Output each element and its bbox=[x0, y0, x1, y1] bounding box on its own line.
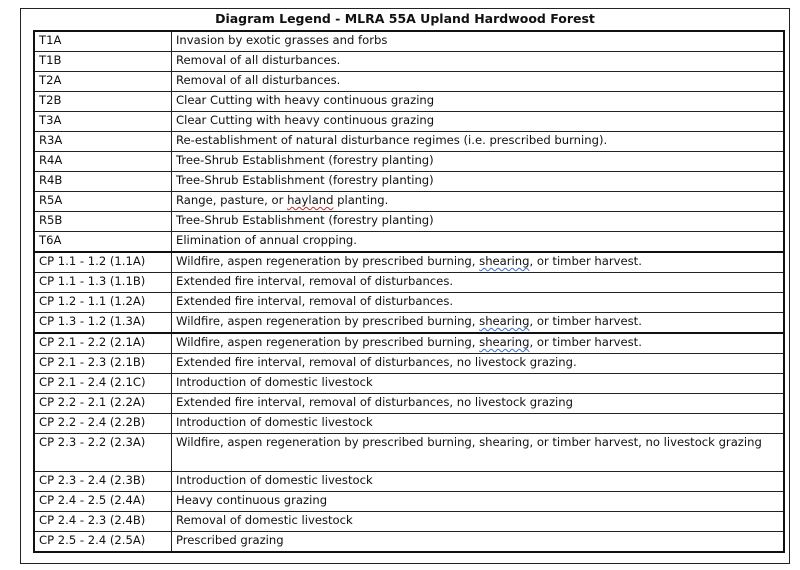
legend-row bbox=[34, 212, 784, 232]
legend-code: CP 2.2 - 2.4 (2.2B) bbox=[34, 414, 172, 434]
legend-code: R5A bbox=[34, 192, 172, 212]
legend-row bbox=[34, 112, 784, 132]
legend-description bbox=[172, 333, 785, 354]
legend-description: Prescribed grazing bbox=[172, 532, 785, 553]
description-text: Wildfire, aspen regeneration by prescribed burning, bbox=[176, 314, 480, 328]
legend-description: Extended fire interval, removal of disturbances, no livestock grazing. bbox=[172, 354, 785, 374]
legend-row bbox=[34, 92, 784, 112]
legend-row bbox=[34, 394, 784, 414]
legend-code: T6A bbox=[34, 232, 172, 253]
spellcheck-marked-word: shearing bbox=[479, 314, 530, 328]
spellcheck-marked-word: hayland bbox=[287, 193, 334, 207]
legend-code: T2A bbox=[34, 72, 172, 92]
legend-code: CP 2.2 - 2.1 (2.2A) bbox=[34, 394, 172, 414]
legend-description: Elimination of annual cropping. bbox=[172, 232, 785, 253]
legend-row bbox=[34, 192, 784, 212]
legend-row bbox=[34, 31, 784, 52]
legend-code: R4A bbox=[34, 152, 172, 172]
legend-title: Diagram Legend - MLRA 55A Upland Hardwood Forest bbox=[215, 11, 595, 26]
legend-description: Introduction of domestic livestock bbox=[172, 414, 785, 434]
legend-code: CP 2.3 - 2.4 (2.3B) bbox=[34, 472, 172, 492]
legend-description: Clear Cutting with heavy continuous grazing bbox=[172, 92, 785, 112]
legend-row bbox=[34, 472, 784, 492]
legend-row bbox=[34, 512, 784, 532]
legend-table-body bbox=[34, 31, 784, 552]
description-text: planting. bbox=[333, 193, 389, 207]
legend-code: CP 2.1 - 2.4 (2.1C) bbox=[34, 374, 172, 394]
legend-description: Tree-Shrub Establishment (forestry planting) bbox=[172, 172, 785, 192]
legend-row bbox=[34, 374, 784, 394]
description-text: , or timber harvest. bbox=[529, 335, 642, 349]
description-text: Range, pasture, or bbox=[176, 193, 288, 207]
legend-code: R3A bbox=[34, 132, 172, 152]
legend-code: R4B bbox=[34, 172, 172, 192]
legend-description: Extended fire interval, removal of disturbances. bbox=[172, 293, 785, 313]
legend-description bbox=[172, 313, 785, 334]
legend-code: CP 1.1 - 1.3 (1.1B) bbox=[34, 273, 172, 293]
legend-description: Re-establishment of natural disturbance regimes (i.e. prescribed burning). bbox=[172, 132, 785, 152]
legend-description: Invasion by exotic grasses and forbs bbox=[172, 31, 785, 52]
legend-row bbox=[34, 532, 784, 553]
legend-row bbox=[34, 293, 784, 313]
legend-row bbox=[34, 152, 784, 172]
legend-frame bbox=[20, 8, 790, 564]
legend-description: Heavy continuous grazing bbox=[172, 492, 785, 512]
legend-code: CP 2.4 - 2.3 (2.4B) bbox=[34, 512, 172, 532]
legend-description: Removal of domestic livestock bbox=[172, 512, 785, 532]
legend-row bbox=[34, 333, 784, 354]
legend-code: T3A bbox=[34, 112, 172, 132]
legend-code: CP 1.2 - 1.1 (1.2A) bbox=[34, 293, 172, 313]
description-text: , or timber harvest. bbox=[529, 254, 642, 268]
legend-row bbox=[34, 354, 784, 374]
legend-description bbox=[172, 252, 785, 273]
legend-code: T1B bbox=[34, 52, 172, 72]
legend-code: CP 2.5 - 2.4 (2.5A) bbox=[34, 532, 172, 553]
legend-code: CP 2.1 - 2.2 (2.1A) bbox=[34, 333, 172, 354]
legend-description: Extended fire interval, removal of disturbances, no livestock grazing bbox=[172, 394, 785, 414]
legend-row bbox=[34, 52, 784, 72]
legend-row bbox=[34, 232, 784, 253]
spellcheck-marked-word: shearing bbox=[479, 335, 530, 349]
legend-description: Removal of all disturbances. bbox=[172, 52, 785, 72]
legend-row bbox=[34, 492, 784, 512]
legend-row bbox=[34, 273, 784, 293]
spellcheck-marked-word: shearing bbox=[479, 254, 530, 268]
legend-row bbox=[34, 313, 784, 334]
legend-row bbox=[34, 132, 784, 152]
legend-description bbox=[172, 192, 785, 212]
legend-description: Removal of all disturbances. bbox=[172, 72, 785, 92]
legend-row bbox=[34, 172, 784, 192]
legend-code: R5B bbox=[34, 212, 172, 232]
legend-code: CP 2.4 - 2.5 (2.4A) bbox=[34, 492, 172, 512]
legend-description: Introduction of domestic livestock bbox=[172, 374, 785, 394]
description-text: , or timber harvest. bbox=[529, 314, 642, 328]
legend-row bbox=[34, 414, 784, 434]
description-text: Wildfire, aspen regeneration by prescribed burning, bbox=[176, 335, 480, 349]
legend-row bbox=[34, 72, 784, 92]
legend-table bbox=[33, 30, 785, 553]
legend-code: CP 2.3 - 2.2 (2.3A) bbox=[34, 434, 172, 472]
legend-row bbox=[34, 434, 784, 472]
legend-row bbox=[34, 252, 784, 273]
legend-code: CP 1.1 - 1.2 (1.1A) bbox=[34, 252, 172, 273]
legend-description: Tree-Shrub Establishment (forestry planting) bbox=[172, 212, 785, 232]
legend-description: Wildfire, aspen regeneration by prescribed burning, shearing, or timber harvest, no livestock grazing bbox=[172, 434, 785, 472]
legend-description: Introduction of domestic livestock bbox=[172, 472, 785, 492]
legend-description: Tree-Shrub Establishment (forestry planting) bbox=[172, 152, 785, 172]
legend-code: CP 2.1 - 2.3 (2.1B) bbox=[34, 354, 172, 374]
legend-code: T2B bbox=[34, 92, 172, 112]
legend-description: Clear Cutting with heavy continuous grazing bbox=[172, 112, 785, 132]
description-text: Wildfire, aspen regeneration by prescribed burning, bbox=[176, 254, 480, 268]
legend-code: T1A bbox=[34, 31, 172, 52]
legend-description: Extended fire interval, removal of disturbances. bbox=[172, 273, 785, 293]
legend-code: CP 1.3 - 1.2 (1.3A) bbox=[34, 313, 172, 334]
